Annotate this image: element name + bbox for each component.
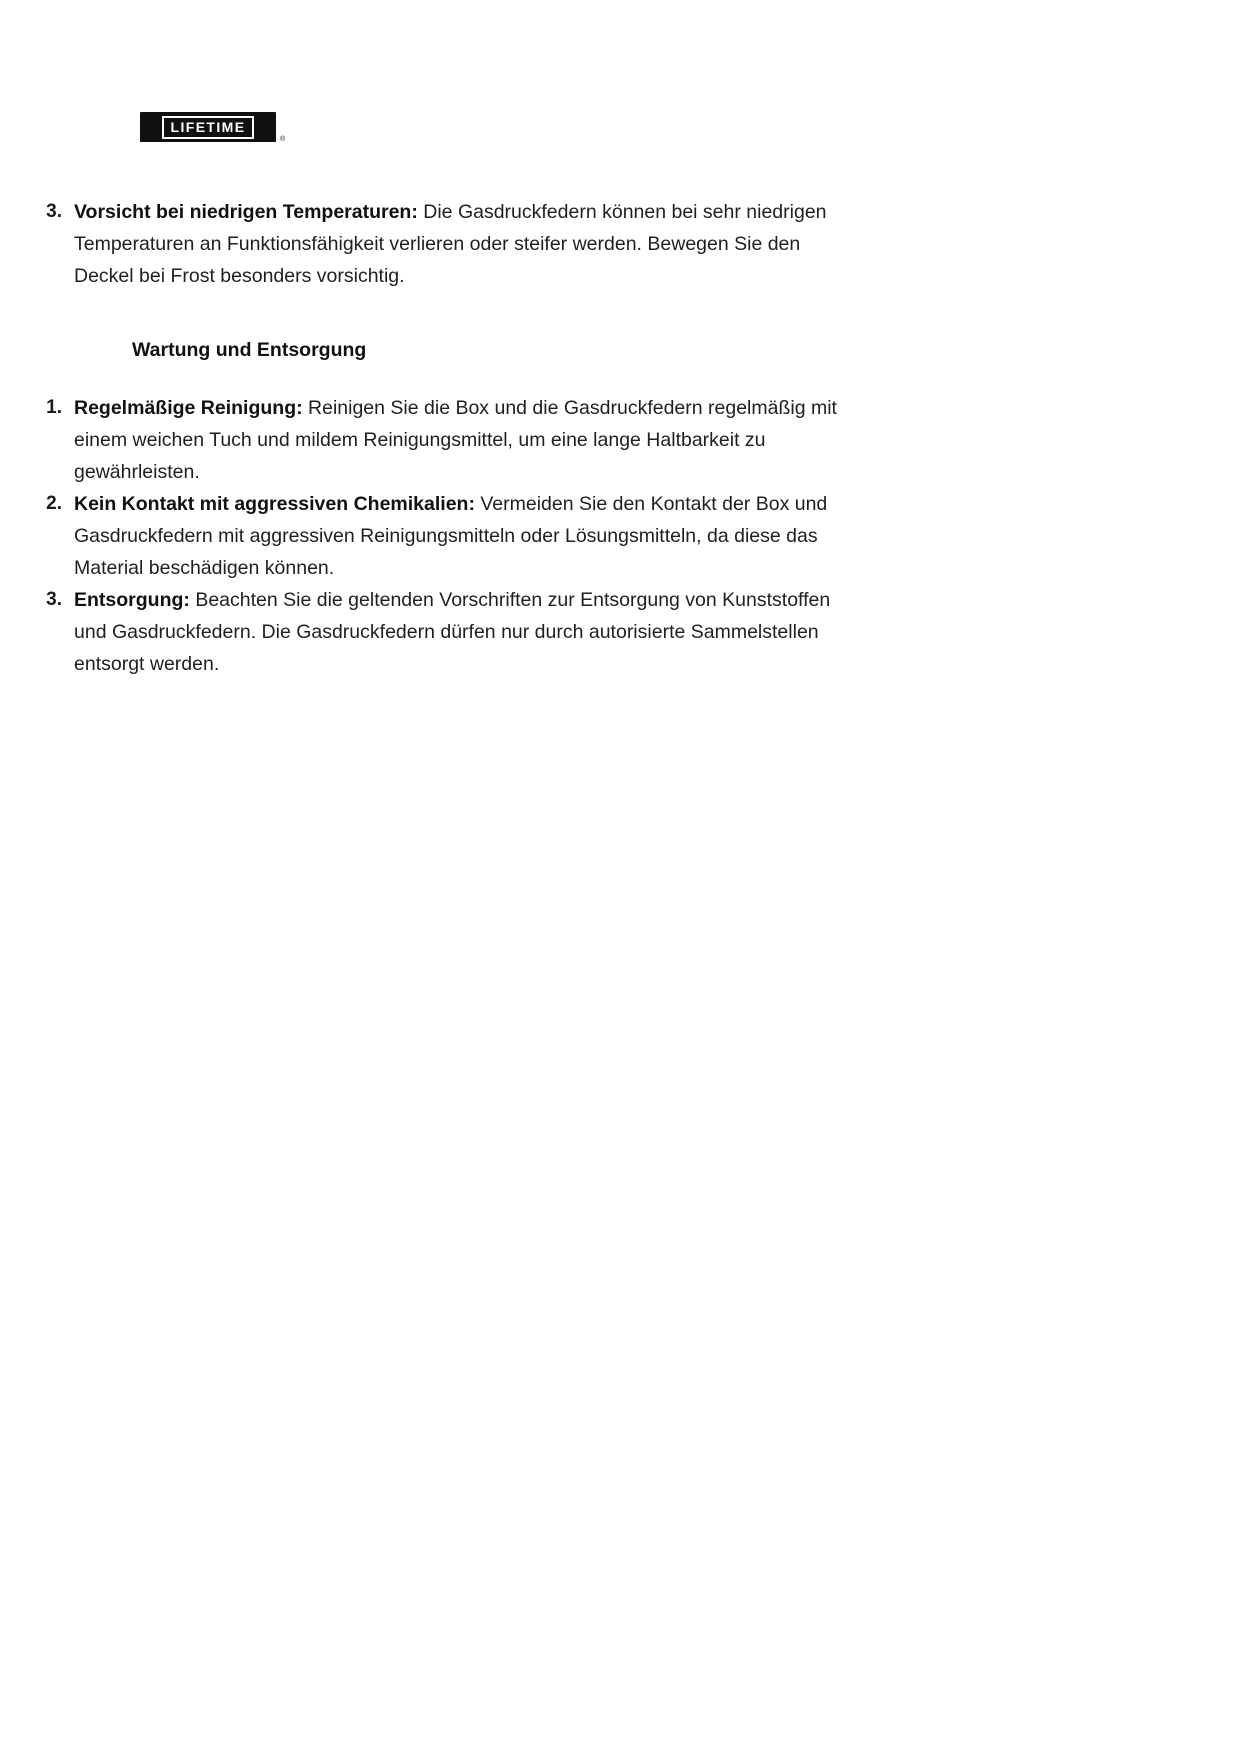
- top-numbered-list: [0, 196, 860, 292]
- logo-badge: [140, 112, 276, 142]
- lifetime-logo: [140, 112, 286, 143]
- list-item: [0, 488, 860, 584]
- list-item: [0, 584, 860, 680]
- list-item-marker: 3.: [46, 589, 62, 610]
- list-item-text: [74, 397, 837, 483]
- spacer: [0, 292, 1240, 334]
- list-item-text: [74, 493, 827, 579]
- list-item-lead: Entsorgung:: [74, 589, 190, 611]
- list-item-marker: 1.: [46, 397, 62, 418]
- document-body: [0, 196, 1240, 680]
- list-item-marker: 3.: [46, 201, 62, 222]
- list-item-lead: Vorsicht bei niedrigen Temperaturen:: [74, 201, 418, 223]
- list-item-lead: Kein Kontakt mit aggressiven Chemikalien:: [74, 493, 475, 515]
- logo-trademark: ®: [280, 136, 286, 143]
- maintenance-numbered-list: [0, 392, 860, 680]
- list-item: [0, 392, 860, 488]
- list-item-body: Reinigen Sie die Box und die Gasdruckfedern regelmäßig mit einem weichen Tuch und mildem Reinigungsmittel, um eine lange Haltbarkeit zu gewährleisten.: [74, 397, 837, 483]
- spacer: [0, 366, 1240, 392]
- list-item-text: [74, 589, 830, 675]
- list-item: [0, 196, 860, 292]
- list-item-text: [74, 201, 827, 287]
- list-item-body: Die Gasdruckfedern können bei sehr niedrigen Temperaturen an Funktionsfähigkeit verlieren oder steifer werden. Bewegen Sie den Deckel bei Frost besonders vorsichtig.: [74, 201, 827, 287]
- logo-text: LIFETIME: [170, 118, 246, 135]
- list-item-marker: 2.: [46, 493, 62, 514]
- list-item-lead: Regelmäßige Reinigung:: [74, 397, 303, 419]
- logo-inner-border: [162, 116, 255, 139]
- list-item-body: Beachten Sie die geltenden Vorschriften zur Entsorgung von Kunststoffen und Gasdruckfedern. Die Gasdruckfedern dürfen nur durch autorisierte Sammelstellen entsorgt werden.: [74, 589, 831, 675]
- list-item-body: Vermeiden Sie den Kontakt der Box und Gasdruckfedern mit aggressiven Reinigungsmitteln oder Lösungsmitteln, da diese das Material beschädigen können.: [74, 493, 828, 579]
- section-heading: Wartung und Entsorgung: [132, 339, 367, 361]
